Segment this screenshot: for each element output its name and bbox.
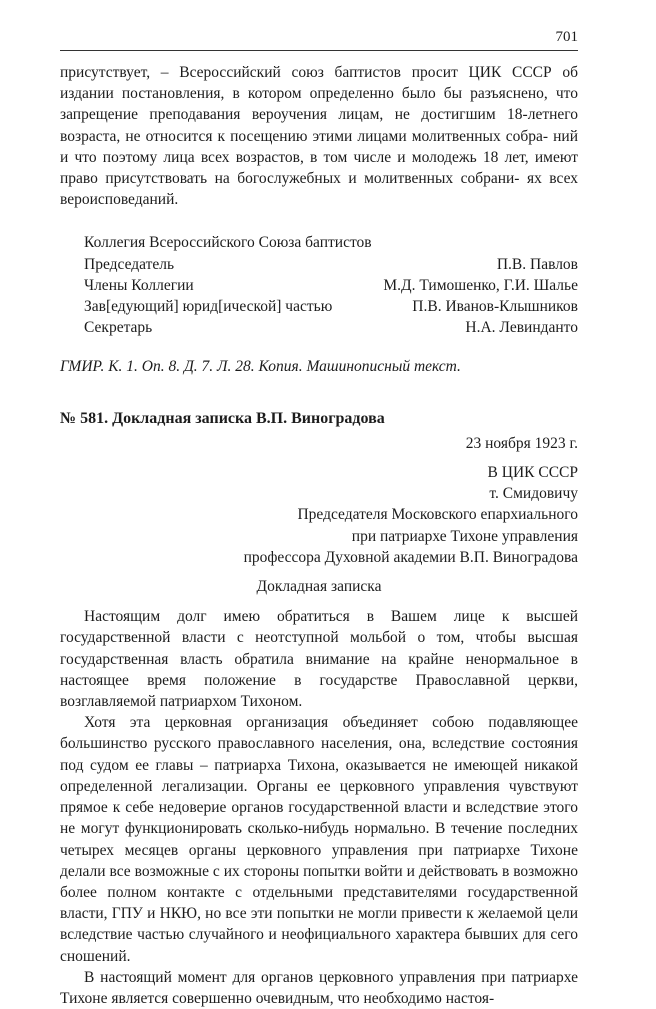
signature-row [84,254,578,275]
addressee-line: Председателя Московского епархиального [297,506,578,524]
signature-names: П.В. Павлов [496,255,578,273]
archive-source-note: ГМИР. К. 1. Оп. 8. Д. 7. Л. 28. Копия. Машинописный текст. [60,358,461,376]
intro-line: издании постановления, в котором определенно было бы разъяснено, что [60,85,578,103]
signature-names: П.В. Иванов-Клышников [412,298,578,316]
signature-role: Зав[едующий] юрид[ической] частью [84,298,333,316]
intro-line: возраста, не относится к посещению этими лицами молитвенных собра- [60,127,549,145]
intro-line: запрещение преподавания вероучения лицам, не достигшим 18-летнего [60,106,578,124]
addressee-line: при патриархе Тихоне управления [351,527,578,545]
intro-line: ях всех вероисповеданий. [60,170,579,209]
intro-line: ний и что поэтому лица всех возрастов, в том числе и молодежь 18 лет, [60,127,578,166]
body-paragraph: Настоящим долг имею обратиться в Вашем лице к высшей государственной власти с неотступной мольбой о том, чтобы высшая государственная власть обратила внимание на крайне ненормальное в настоящее время положение в государстве Православной церкви, возглавляемой патриархом Тихоном. [60,608,578,711]
body-paragraph: В настоящий момент для органов церковного управления при патриархе Тихоне является совершенно очевидным, что необходимо настоя- [60,968,578,1007]
signature-names: М.Д. Тимошенко, Г.И. Шалье [383,276,578,294]
signature-row [84,275,578,296]
signature-row [84,296,578,317]
signature-organization: Коллегия Всероссийского Союза баптистов [84,234,372,252]
page-number: 701 [555,29,578,45]
intro-paragraph [60,62,578,210]
signature-names: Н.А. Левинданто [465,319,578,337]
signature-row [84,317,578,338]
addressee-line: профессора Духовной академии В.П. Виноградова [243,548,578,566]
header-rule [60,50,578,51]
document-date: 23 ноября 1923 г. [465,434,578,452]
signature-role: Секретарь [84,319,153,337]
document-heading: Докладная записка [256,578,382,596]
intro-line: присутствует, – Всероссийский союз баптистов просит ЦИК СССР об [60,64,578,81]
signature-block [60,232,578,338]
addressee-block [60,462,578,568]
document-title: № 581. Докладная записка В.П. Виноградова [60,409,385,427]
addressee-line: В ЦИК СССР [487,464,578,482]
page-content [60,62,578,1009]
body-paragraph: Хотя эта церковная организация объединяет собою подавляющее большинство русского православного населения, она, вследствие состояния под судом ее главы – патриарха Тихона, оказывается не имеющей никакой определенной легализации. Органы ее церковного управления чувствуют прямое к себе недоверие органов государственной власти и вследствие этого не могут функционировать сколько-нибудь нормально. В течение последних четырех месяцев органы церковного управления при патриархе Тихоне делали все возможные с их стороны попытки войти и действовать в возможно более полном контакте с отдельными представителями государственной власти, ГПУ и НКЮ, но все эти попытки не могли привести к желаемой цели вследствие частью случайного и неофициального характера бывших для сего сношений. [60,714,578,965]
signature-role: Председатель [84,255,175,273]
signature-role: Члены Коллегии [84,276,194,294]
intro-line: имеют право присутствовать на богослужебных и молитвенных собрани- [60,148,578,188]
addressee-line: т. Смидовичу [489,485,578,503]
